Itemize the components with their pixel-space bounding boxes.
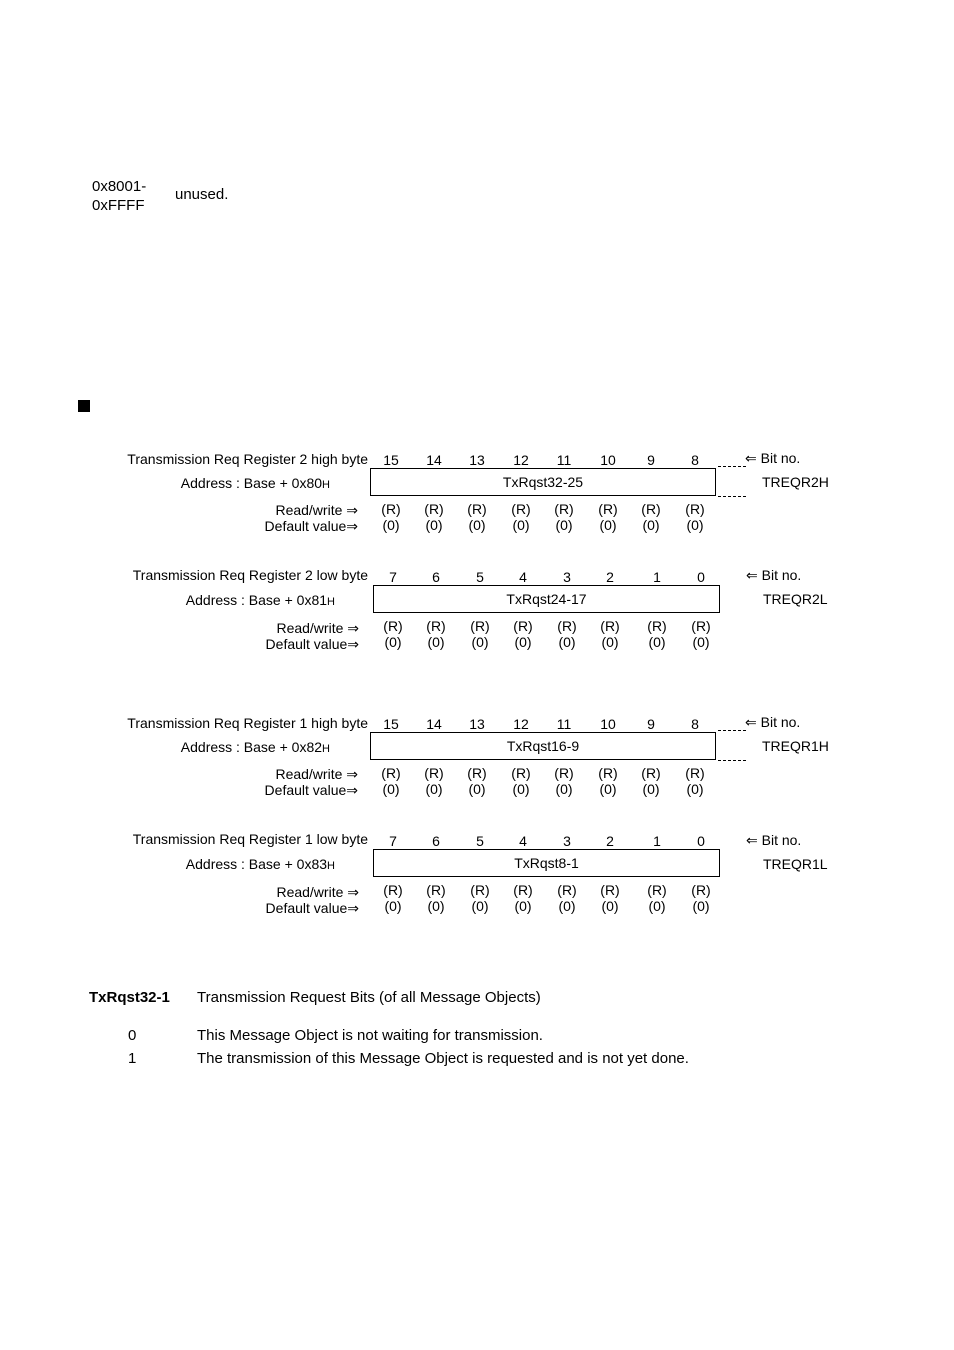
address-range-start: 0x8001- — [92, 178, 147, 195]
bit-number: 13 — [469, 452, 485, 468]
read-write-label: Read/write ⇒ — [275, 502, 358, 518]
bit-number: 3 — [563, 833, 571, 849]
bit-value: 1 — [128, 1050, 137, 1067]
register-field: TxRqst16-9 — [370, 732, 716, 760]
read-write-label: Read/write ⇒ — [276, 884, 359, 900]
bit-number: 4 — [519, 833, 527, 849]
bit-access: (R) (0) — [600, 618, 620, 650]
bit-number: 12 — [513, 716, 529, 732]
dashed-leader — [718, 760, 746, 761]
register-treqr2h — [0, 450, 954, 560]
address-description: unused. — [175, 186, 229, 203]
bit-access: (R) (0) — [381, 765, 401, 797]
bit-access: (R) (0) — [685, 765, 705, 797]
default-value-label: Default value⇒ — [264, 518, 358, 534]
bit-number: 6 — [432, 833, 440, 849]
default-value-label: Default value⇒ — [265, 636, 359, 652]
bit-no-label: ⇐ Bit no. — [745, 450, 801, 466]
bit-access: (R) (0) — [685, 501, 705, 533]
bit-value: 0 — [128, 1027, 137, 1044]
register-treqr2l — [0, 567, 954, 677]
bit-access: (R) (0) — [383, 618, 403, 650]
bit-access: (R) (0) — [691, 618, 711, 650]
bit-number: 5 — [476, 833, 484, 849]
read-write-label: Read/write ⇒ — [275, 766, 358, 782]
bit-access: (R) (0) — [511, 501, 531, 533]
register-address: Address : Base + 0x83H — [185, 856, 335, 872]
bit-access: (R) (0) — [383, 882, 403, 914]
bit-access: (R) (0) — [554, 765, 574, 797]
bit-number: 9 — [647, 452, 655, 468]
bit-access: (R) (0) — [647, 618, 667, 650]
bit-no-label: ⇐ Bit no. — [746, 567, 802, 583]
bit-number: 1 — [653, 833, 661, 849]
bit-number: 15 — [383, 452, 399, 468]
bit-access: (R) (0) — [470, 882, 490, 914]
register-address: Address : Base + 0x80H — [180, 475, 330, 491]
register-treqr1l — [0, 831, 954, 941]
bit-access: (R) (0) — [513, 618, 533, 650]
register-title: Transmission Req Register 1 high byte — [127, 715, 368, 731]
bit-access: (R) (0) — [641, 501, 661, 533]
bit-number: 14 — [426, 716, 442, 732]
bit-value-meaning: This Message Object is not waiting for transmission. — [197, 1027, 543, 1044]
register-field: TxRqst8-1 — [373, 849, 720, 877]
register-short-name: TREQR1H — [762, 738, 829, 754]
bit-access: (R) (0) — [470, 618, 490, 650]
bit-number: 10 — [600, 452, 616, 468]
bit-number: 13 — [469, 716, 485, 732]
bit-access: (R) (0) — [691, 882, 711, 914]
dashed-leader — [718, 496, 746, 497]
address-range-end: 0xFFFF — [92, 197, 145, 214]
bit-number: 4 — [519, 569, 527, 585]
bit-access: (R) (0) — [467, 501, 487, 533]
bit-access: (R) (0) — [554, 501, 574, 533]
bit-number: 11 — [556, 452, 572, 468]
bit-number: 0 — [697, 833, 705, 849]
read-write-label: Read/write ⇒ — [276, 620, 359, 636]
bit-number: 7 — [389, 833, 397, 849]
section-bullet-icon — [78, 400, 90, 412]
bit-number: 8 — [691, 452, 699, 468]
address-range — [92, 177, 146, 215]
bit-access: (R) (0) — [467, 765, 487, 797]
register-title: Transmission Req Register 2 high byte — [127, 451, 368, 467]
bit-number: 1 — [653, 569, 661, 585]
bit-field-title: Transmission Request Bits (of all Message Objects) — [197, 989, 541, 1006]
bit-number: 5 — [476, 569, 484, 585]
bit-access: (R) (0) — [557, 618, 577, 650]
bit-number: 12 — [513, 452, 529, 468]
register-title: Transmission Req Register 1 low byte — [132, 831, 368, 847]
dashed-leader — [718, 466, 746, 467]
bit-access: (R) (0) — [426, 882, 446, 914]
register-field: TxRqst24-17 — [373, 585, 720, 613]
bit-no-label: ⇐ Bit no. — [745, 714, 801, 730]
register-treqr1h — [0, 714, 954, 824]
bit-number: 0 — [697, 569, 705, 585]
bit-access: (R) (0) — [511, 765, 531, 797]
bit-access: (R) (0) — [600, 882, 620, 914]
default-value-label: Default value⇒ — [265, 900, 359, 916]
bit-value-meaning: The transmission of this Message Object is requested and is not yet done. — [197, 1050, 689, 1067]
bit-number: 11 — [556, 716, 572, 732]
register-title: Transmission Req Register 2 low byte — [132, 567, 368, 583]
bit-access: (R) (0) — [513, 882, 533, 914]
register-address: Address : Base + 0x82H — [180, 739, 330, 755]
bit-number: 3 — [563, 569, 571, 585]
bit-number: 10 — [600, 716, 616, 732]
bit-access: (R) (0) — [647, 882, 667, 914]
register-short-name: TREQR1L — [763, 856, 828, 872]
bit-number: 15 — [383, 716, 399, 732]
bit-access: (R) (0) — [557, 882, 577, 914]
bit-access: (R) (0) — [424, 501, 444, 533]
bit-access: (R) (0) — [426, 618, 446, 650]
bit-access: (R) (0) — [598, 765, 618, 797]
bit-access: (R) (0) — [381, 501, 401, 533]
register-address: Address : Base + 0x81H — [185, 592, 335, 608]
bit-no-label: ⇐ Bit no. — [746, 832, 802, 848]
bit-access: (R) (0) — [424, 765, 444, 797]
register-short-name: TREQR2L — [763, 591, 828, 607]
bit-number: 14 — [426, 452, 442, 468]
bit-access: (R) (0) — [598, 501, 618, 533]
bit-number: 7 — [389, 569, 397, 585]
bit-number: 6 — [432, 569, 440, 585]
bit-number: 9 — [647, 716, 655, 732]
default-value-label: Default value⇒ — [264, 782, 358, 798]
bit-field-name: TxRqst32-1 — [89, 989, 170, 1006]
register-field: TxRqst32-25 — [370, 468, 716, 496]
bit-number: 2 — [606, 569, 614, 585]
dashed-leader — [718, 730, 746, 731]
bit-number: 2 — [606, 833, 614, 849]
bit-access: (R) (0) — [641, 765, 661, 797]
register-short-name: TREQR2H — [762, 474, 829, 490]
bit-number: 8 — [691, 716, 699, 732]
